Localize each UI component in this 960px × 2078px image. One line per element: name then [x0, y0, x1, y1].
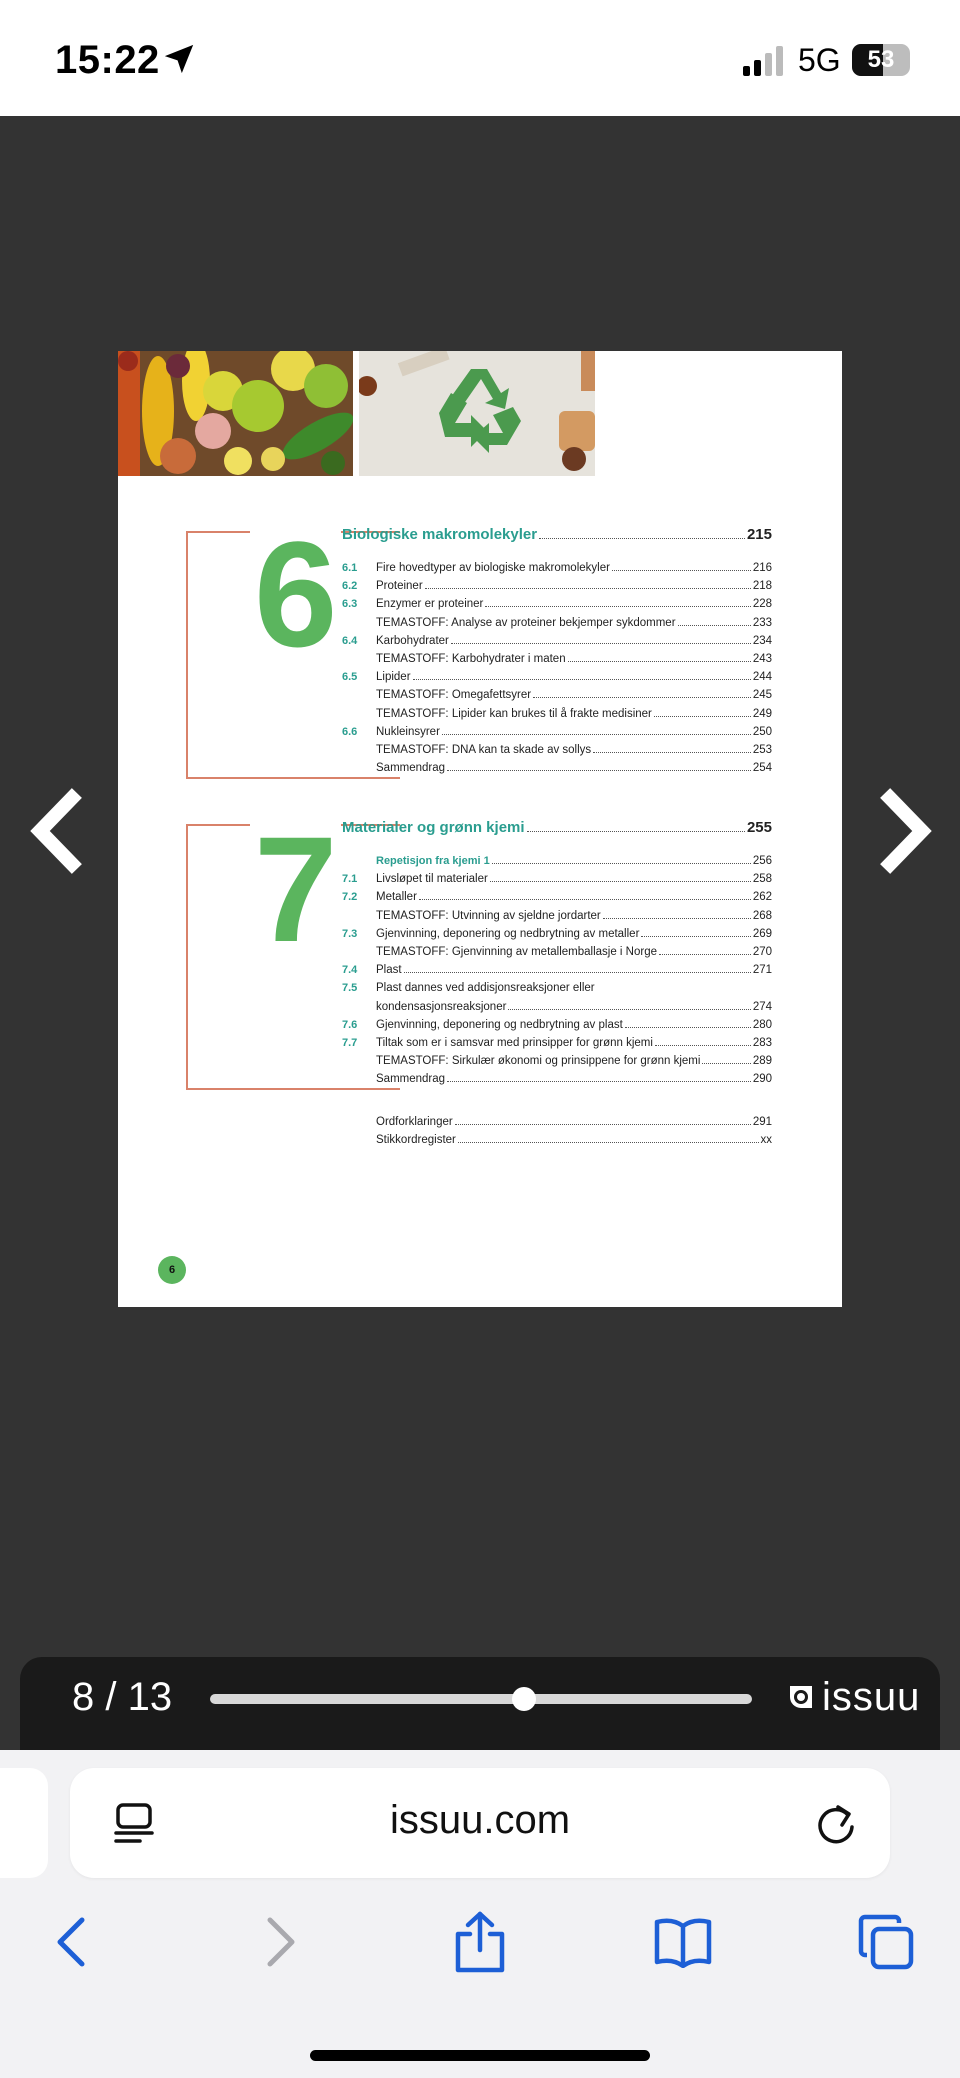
toc-page-number: 258: [752, 873, 772, 886]
toc-page-number: 234: [752, 634, 772, 647]
toc-page-number: xx: [760, 1134, 772, 1147]
battery-icon: [852, 44, 910, 76]
back-button[interactable]: [40, 1910, 104, 1974]
toc-entry-title: TEMASTOFF: Utvinning av sjeldne jordarter: [376, 909, 601, 922]
toc-entry-title: Sammendrag: [376, 1073, 446, 1086]
page-number-badge: 6: [158, 1256, 186, 1284]
toc-page-number: 249: [752, 707, 772, 720]
toc-entry-title: Livsløpet til materialer: [376, 873, 488, 886]
toc-entry: [342, 562, 772, 580]
toc-page-number: 270: [752, 946, 772, 958]
toc-entry: [342, 982, 772, 1000]
toc-entry-title: Ordforklaringer: [376, 1116, 453, 1128]
toc-page-number: 245: [752, 689, 772, 702]
toc-dot-leader: [678, 625, 751, 626]
toc-dot-leader: [612, 570, 751, 571]
toc-page-number: 218: [752, 580, 772, 593]
toc-dot-leader: [625, 1027, 751, 1028]
toc-section-number: 7.1: [342, 873, 358, 886]
toc-section-number: 7.4: [342, 964, 358, 977]
toc-entry-title: Gjenvinning, deponering og nedbrytning av metaller: [376, 927, 640, 940]
toc-dot-leader: [539, 538, 745, 539]
toc-dot-leader: [455, 1124, 751, 1125]
address-bar[interactable]: [70, 1768, 890, 1878]
toc-page-number: 289: [752, 1055, 772, 1068]
toc-entry-title: TEMASTOFF: Sirkulær økonomi og prinsippene for grønn kjemi: [376, 1055, 701, 1068]
toc-entry-title: Tiltak som er i samsvar med prinsipper for grønn kjemi: [376, 1037, 653, 1049]
status-bar: [0, 0, 960, 116]
toc-page-number: 271: [752, 964, 772, 977]
issuu-logo-text: issuu: [822, 1674, 921, 1719]
forward-icon: [260, 1914, 300, 1970]
toc-entry: [376, 910, 772, 928]
tabs-icon: [857, 1913, 915, 1971]
toc-section-number: 6.4: [342, 634, 358, 647]
toc-entry: [342, 964, 772, 982]
toc-entry-title: Gjenvinning, deponering og nedbrytning av plast: [376, 1018, 623, 1031]
fruit-vegetables-photo: [118, 351, 353, 476]
toc-section-number: 6.3: [342, 598, 358, 611]
toc-entry-title: TEMASTOFF: Gjenvinning av metallemballasje i Norge: [376, 946, 658, 958]
toc-page-number: 233: [752, 616, 772, 629]
toc-dot-leader: [419, 899, 751, 900]
back-icon: [52, 1914, 92, 1970]
toc-entry: [342, 927, 772, 946]
recycling-photo: [359, 351, 595, 476]
page-indicator: 8 / 13: [72, 1675, 173, 1719]
toc-dot-leader: [413, 679, 751, 680]
toc-dot-leader: [508, 1009, 750, 1010]
toc-entry-title: Repetisjon fra kjemi 1: [376, 855, 490, 867]
toc-section-number: 7.3: [342, 927, 358, 940]
reload-icon[interactable]: [814, 1801, 858, 1845]
toc-entry: [376, 946, 772, 964]
toc-page-number: 291: [752, 1116, 772, 1128]
toc-page-number: 262: [752, 891, 772, 904]
toc-dot-leader: [442, 734, 751, 735]
location-arrow-icon: [162, 42, 196, 76]
toc-entry: [342, 1037, 772, 1055]
toc-entry: [342, 580, 772, 598]
toc-dot-leader: [533, 697, 751, 698]
toc-page-number: 250: [752, 725, 772, 738]
toc-dot-leader: [641, 936, 750, 937]
next-page-icon[interactable]: [870, 786, 940, 876]
toc-dot-leader: [458, 1142, 759, 1143]
toc-section-number: 7.5: [342, 982, 358, 995]
toc-entry-title: TEMASTOFF: Analyse av proteiner bekjemper sykdommer: [376, 616, 676, 629]
toc-entry: [376, 689, 772, 707]
tabs-button[interactable]: [854, 1910, 918, 1974]
toc-entry-title: TEMASTOFF: Lipider kan brukes til å frakte medisiner: [376, 707, 652, 720]
toc-page-number: 274: [752, 1000, 772, 1013]
toc-section-number: 6.1: [342, 562, 358, 574]
toc-appendix-entry: [376, 1134, 772, 1152]
toc-entry-title: Enzymer er proteiner: [376, 598, 484, 611]
toc-page-number: 216: [752, 562, 772, 574]
toc-entry-title: TEMASTOFF: DNA kan ta skade av sollys: [376, 744, 592, 756]
share-page-button[interactable]: [448, 1910, 512, 1974]
battery-percent: 53: [867, 46, 895, 73]
toc-page-number: 269: [752, 927, 772, 940]
toc-dot-leader: [447, 770, 751, 771]
toc-page-number: 253: [752, 744, 772, 756]
toc-entry: [342, 891, 772, 909]
toc-entry-title: Fire hovedtyper av biologiske makromolekyler: [376, 562, 610, 574]
toc-entry: [376, 855, 772, 873]
toc-appendix-entry: [376, 1116, 772, 1134]
toc-section-number: 7.2: [342, 891, 358, 904]
toc-entry: [376, 653, 772, 671]
toc-dot-leader: [425, 588, 751, 589]
toc-entry-title: Biologiske makromolekyler: [342, 526, 538, 543]
toc-entry-title: TEMASTOFF: Karbohydrater i maten: [376, 653, 566, 665]
toc-entry: [376, 708, 772, 726]
toc-page-number: 228: [752, 598, 772, 611]
toc-entry-title: Plast dannes ved addisjonsreaksjoner eller: [376, 982, 595, 995]
previous-tab-preview[interactable]: [0, 1768, 48, 1878]
toc-entry-title: TEMASTOFF: Omegafettsyrer: [376, 689, 532, 702]
bookmarks-icon: [653, 1916, 713, 1968]
toc-entry: [376, 1055, 772, 1073]
home-indicator: [310, 2050, 650, 2061]
toc-entry-title: Materialer og grønn kjemi: [342, 819, 525, 836]
chapter-7-number: 7: [250, 814, 341, 964]
toc-chapter-heading: [342, 526, 772, 548]
toc-entry: [342, 671, 772, 689]
toc-entry-title: Stikkordregister: [376, 1134, 456, 1147]
page-slider-track[interactable]: [210, 1694, 752, 1704]
toc-entry: [376, 1073, 772, 1091]
toc-page-number: 268: [752, 909, 772, 922]
toc-dot-leader: [654, 716, 751, 717]
toc-entry-title: Sammendrag: [376, 762, 446, 775]
toc-entry: [376, 762, 772, 780]
toc-section-number: 6.2: [342, 580, 358, 593]
toc-page-number: 254: [752, 762, 772, 775]
toc-section-number: 7.6: [342, 1018, 358, 1031]
toc-section-number: 6.6: [342, 725, 358, 738]
toc-entry-title: Metaller: [376, 891, 417, 904]
toc-dot-leader: [702, 1063, 750, 1064]
toc-dot-leader: [603, 918, 751, 919]
toc-entry-title: Nukleinsyrer: [376, 725, 440, 738]
cellular-signal-icon: [743, 46, 785, 76]
toc-page-number: 290: [752, 1073, 772, 1086]
toc-entry: [376, 617, 772, 635]
toc-dot-leader: [492, 863, 751, 864]
page-slider-knob[interactable]: [512, 1687, 536, 1711]
toc-page-number: 215: [746, 526, 772, 543]
toc-dot-leader: [593, 752, 751, 753]
toc-entry-title: Plast: [376, 964, 402, 977]
issuu-logo[interactable]: [786, 1675, 920, 1719]
toc-entry: [376, 1001, 772, 1019]
toc-section-number: 7.7: [342, 1037, 358, 1049]
toc-entry-title: Lipider: [376, 671, 411, 684]
toc-entry: [376, 744, 772, 762]
toc-dot-leader: [451, 643, 751, 644]
browser-chrome: [0, 1750, 960, 2078]
toc-dot-leader: [568, 661, 751, 662]
toc-chapter-heading: [342, 819, 772, 841]
issuu-logo-icon: [786, 1682, 816, 1712]
toc-page-number: 283: [752, 1037, 772, 1049]
toc-entry: [342, 1018, 772, 1037]
toc-entry-title: Proteiner: [376, 580, 423, 593]
toc-page-number: 244: [752, 671, 772, 684]
url-text[interactable]: issuu.com: [389, 1798, 571, 1842]
toc-page-number: 256: [752, 855, 772, 867]
chapter-6-number: 6: [250, 519, 341, 669]
network-label: 5G: [798, 42, 841, 78]
toc-dot-leader: [447, 1081, 751, 1082]
toc-entry: [342, 873, 772, 891]
toc-page-number: 280: [752, 1018, 772, 1031]
toc-section-number: 6.5: [342, 671, 358, 684]
toc-dot-leader: [485, 606, 750, 607]
toc-page-number: 243: [752, 653, 772, 665]
toc-dot-leader: [404, 972, 751, 973]
document-page: [118, 351, 842, 1307]
bookmarks-button[interactable]: [651, 1910, 715, 1974]
toc-entry-title: kondensasjonsreaksjoner: [376, 1000, 507, 1013]
forward-button[interactable]: [248, 1910, 312, 1974]
share-icon: [452, 1910, 508, 1974]
toc-entry: [342, 634, 772, 653]
toc-dot-leader: [490, 881, 751, 882]
toc-entry: [342, 725, 772, 744]
issuu-reader: [0, 116, 960, 1750]
status-time: 15:22: [55, 38, 160, 82]
previous-page-icon[interactable]: [22, 786, 92, 876]
toc-page-number: 255: [746, 819, 772, 836]
toc-dot-leader: [527, 831, 745, 832]
toc-entry-title: Karbohydrater: [376, 634, 449, 647]
toc-entry: [342, 598, 772, 616]
toc-dot-leader: [659, 954, 751, 955]
toc-dot-leader: [655, 1045, 751, 1046]
